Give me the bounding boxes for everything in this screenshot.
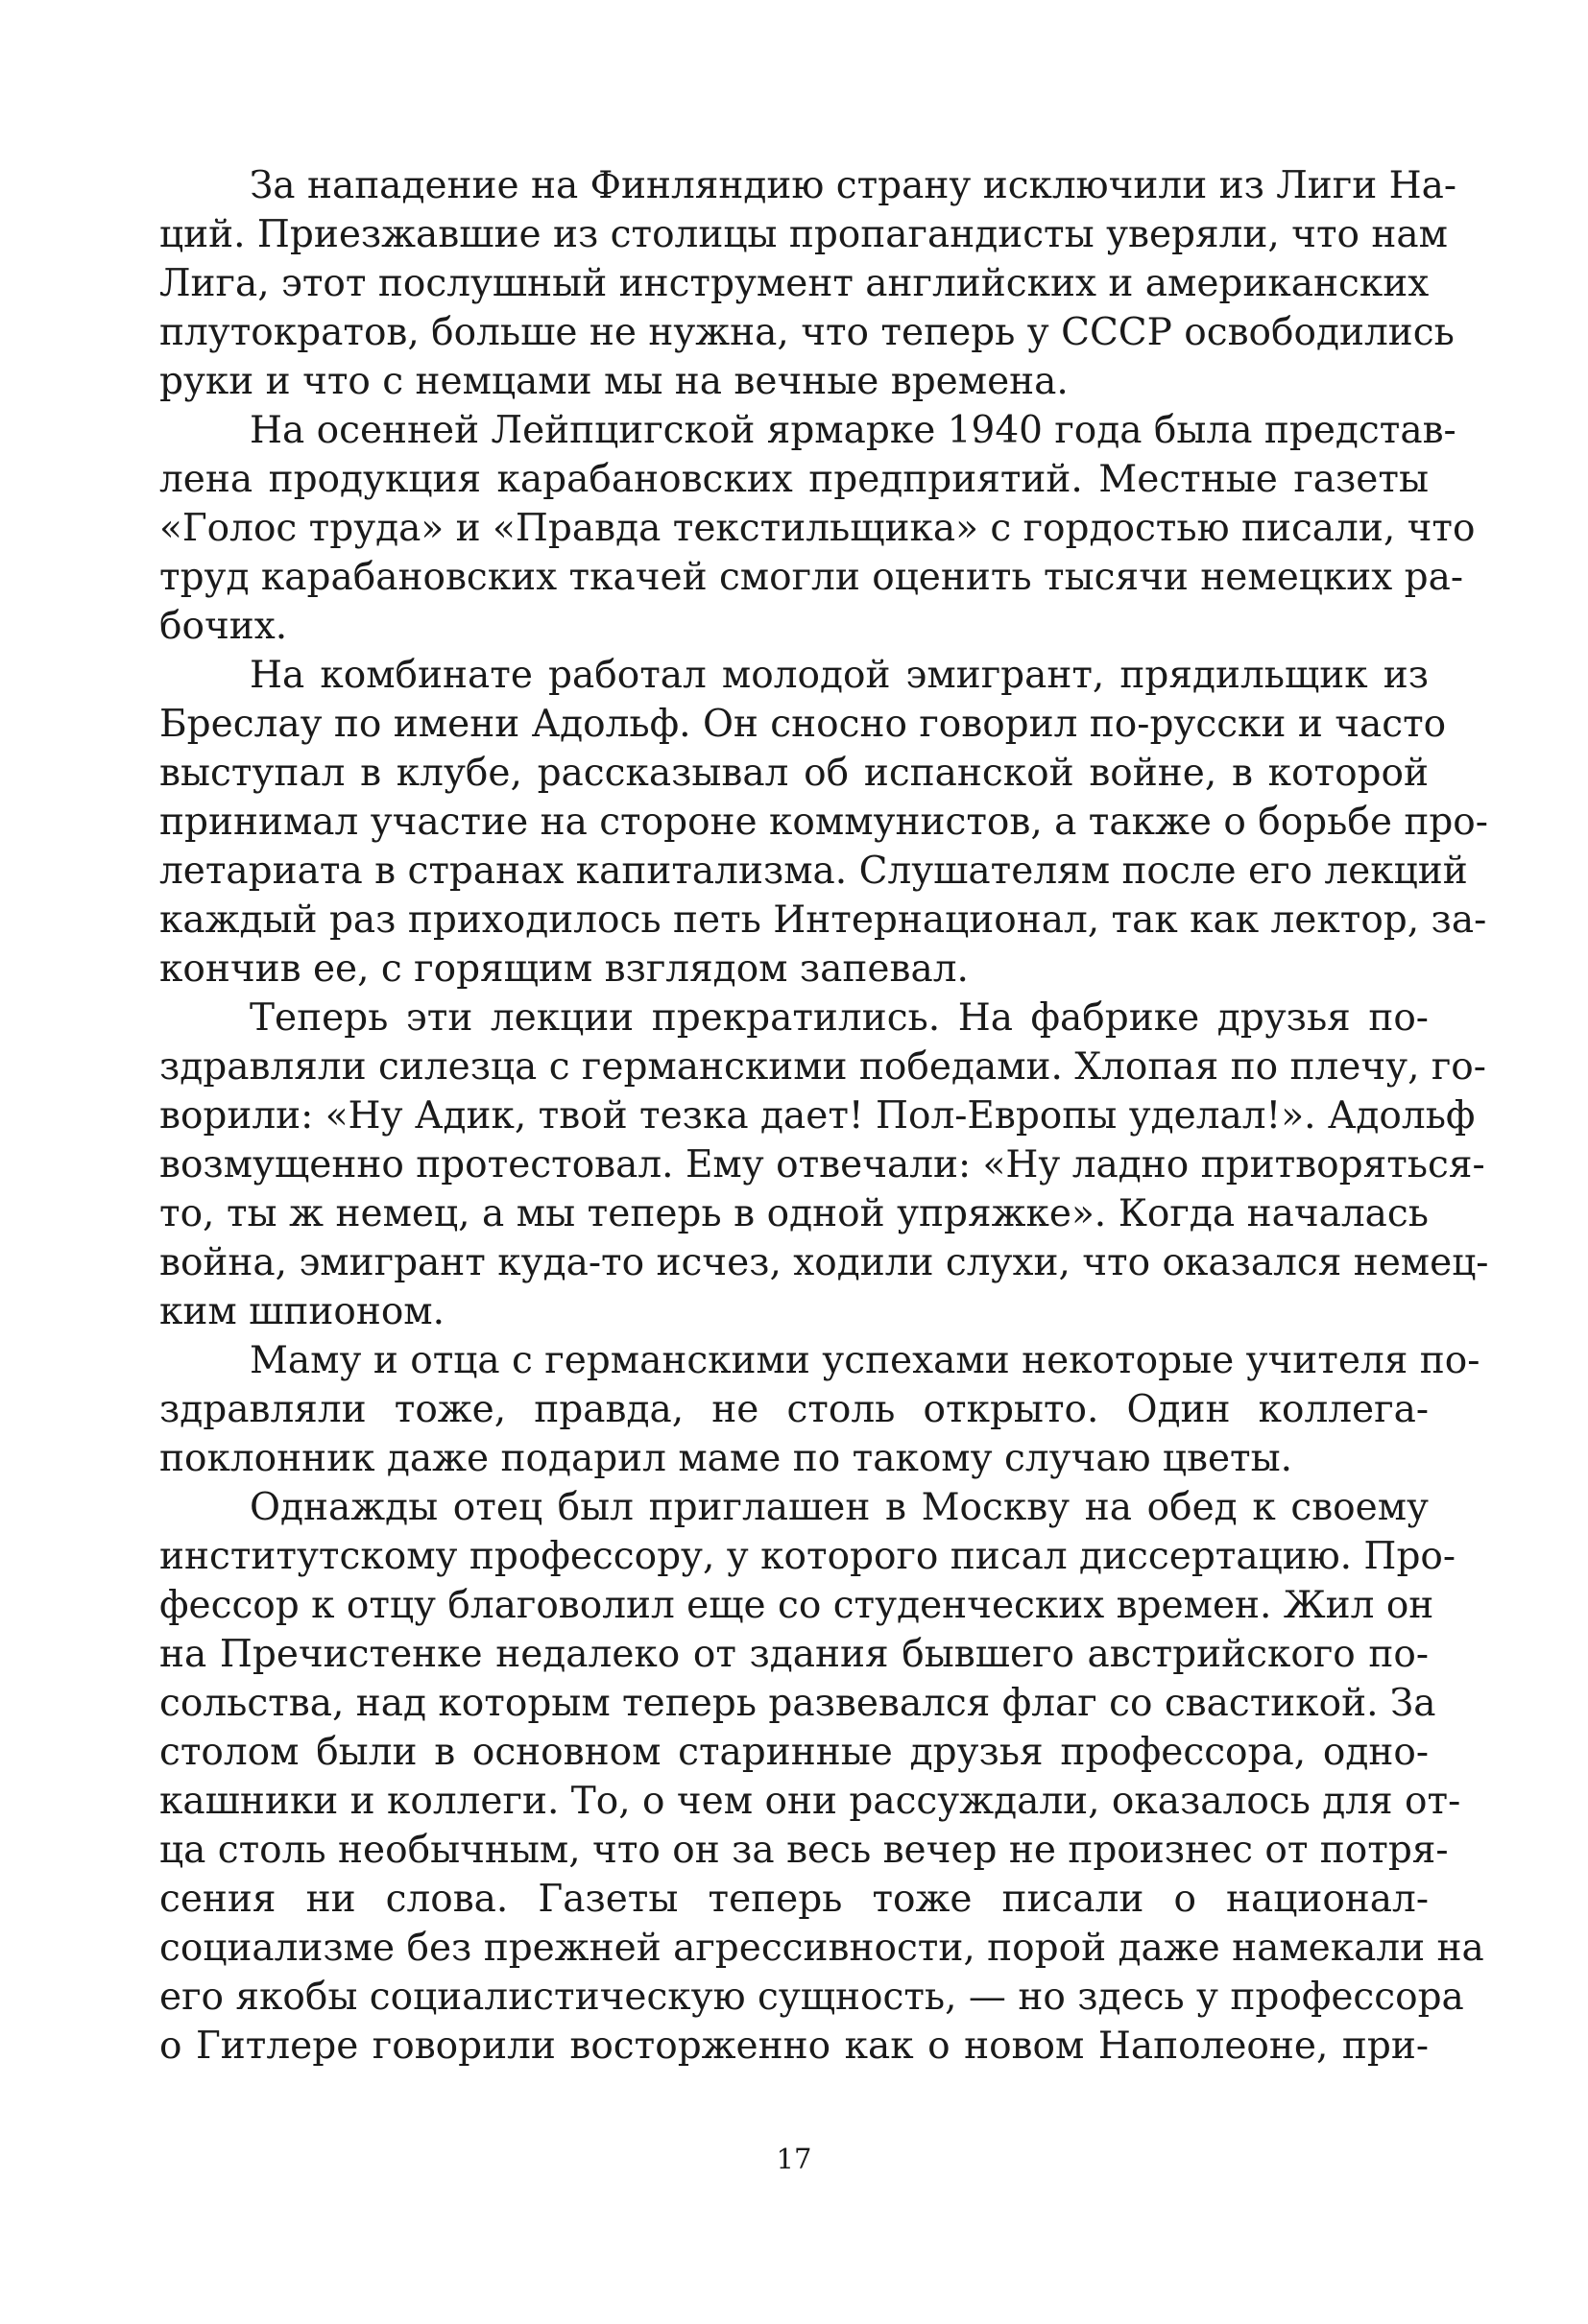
- text-line: ца столь необычным, что он за весь вечер не произнес от потря-: [159, 1829, 1449, 1872]
- text-line: На комбинате работал молодой эмигрант, прядильщик из: [250, 654, 1429, 697]
- text-line: поклонник даже подарил маме по такому случаю цветы.: [159, 1437, 1293, 1480]
- text-line: Однажды отец был приглашен в Москву на обед к своему: [250, 1486, 1429, 1529]
- text-line: выступал в клубе, рассказывал об испанской войне, в которой: [159, 752, 1429, 795]
- text-line: За нападение на Финляндию страну исключили из Лиги На-: [250, 164, 1457, 207]
- text-line: каждый раз приходилось петь Интернационал, так как лектор, за-: [159, 898, 1487, 942]
- text-line: лена продукция карабановских предприятий. Местные газеты: [159, 458, 1429, 501]
- text-line: возмущенно протестовал. Ему отвечали: «Ну ладно притворяться-: [159, 1143, 1485, 1186]
- text-line: его якобы социалистическую сущность, — но здесь у профессора: [159, 1976, 1464, 2019]
- text-line: руки и что с немцами мы на вечные времена.: [159, 360, 1069, 403]
- text-line: кашники и коллеги. То, о чем они рассуждали, оказалось для от-: [159, 1780, 1461, 1823]
- text-line: здравляли силезца с германскими победами. Хлопая по плечу, го-: [159, 1045, 1486, 1089]
- text-line: на Пречистенке недалеко от здания бывшего австрийского по-: [159, 1633, 1429, 1676]
- paragraph: [159, 651, 1488, 994]
- text-line: летариата в странах капитализма. Слушателям после его лекций: [159, 850, 1468, 893]
- text-line: фессор к отцу благоволил еще со студенческих времен. Жил он: [159, 1584, 1434, 1627]
- text-line: Теперь эти лекции прекратились. На фабрике друзья по-: [250, 996, 1429, 1040]
- text-line: социализме без прежней агрессивности, порой даже намекали на: [159, 1927, 1484, 1970]
- paragraph: [159, 406, 1476, 651]
- text-line: Бреслау по имени Адольф. Он сносно говорил по-русски и часто: [159, 703, 1447, 746]
- text-line: война, эмигрант куда-то исчез, ходили слухи, что оказался немец-: [159, 1241, 1489, 1284]
- text-line: о Гитлере говорили восторженно как о новом Наполеоне, при-: [159, 2025, 1429, 2068]
- text-line: столом были в основном старинные друзья профессора, одно-: [159, 1731, 1429, 1774]
- paragraph: [159, 1336, 1480, 1483]
- text-line: институтскому профессору, у которого писал диссертацию. Про-: [159, 1535, 1456, 1578]
- paragraph: [159, 1483, 1484, 2071]
- text-line: Маму и отца с германскими успехами некоторые учителя по-: [250, 1339, 1480, 1382]
- text-line: бочих.: [159, 605, 288, 648]
- text-line: плутократов, больше не нужна, что теперь у СССР освободились: [159, 311, 1455, 354]
- text-line: ким шпионом.: [159, 1290, 445, 1333]
- text-line: здравляли тоже, правда, не столь открыто. Один коллега-: [159, 1388, 1429, 1431]
- text-line: труд карабановских ткачей смогли оценить тысячи немецких ра-: [159, 556, 1464, 599]
- text-line: «Голос труда» и «Правда текстильщика» с гордостью писали, что: [159, 507, 1476, 550]
- text-line: сольства, над которым теперь развевался флаг со свастикой. За: [159, 1682, 1436, 1725]
- text-line: сения ни слова. Газеты теперь тоже писали о национал-: [159, 1878, 1429, 1921]
- text-line: кончив ее, с горящим взглядом запевал.: [159, 947, 969, 991]
- text-line: Лига, этот послушный инструмент английских и американских: [159, 262, 1430, 305]
- paragraph: [159, 994, 1489, 1336]
- text-line: ций. Приезжавшие из столицы пропагандисты уверяли, что нам: [159, 213, 1448, 256]
- body-text: [159, 161, 1489, 2071]
- text-line: то, ты ж немец, а мы теперь в одной упряжке». Когда началась: [159, 1192, 1429, 1235]
- page-number: 17: [776, 2143, 812, 2175]
- text-line: ворили: «Ну Адик, твой тезка дает! Пол-Европы уделал!». Адольф: [159, 1094, 1476, 1138]
- text-line: На осенней Лейпцигской ярмарке 1940 года была представ-: [250, 409, 1456, 452]
- text-line: принимал участие на стороне коммунистов, а также о борьбе про-: [159, 801, 1488, 844]
- paragraph: [159, 161, 1457, 406]
